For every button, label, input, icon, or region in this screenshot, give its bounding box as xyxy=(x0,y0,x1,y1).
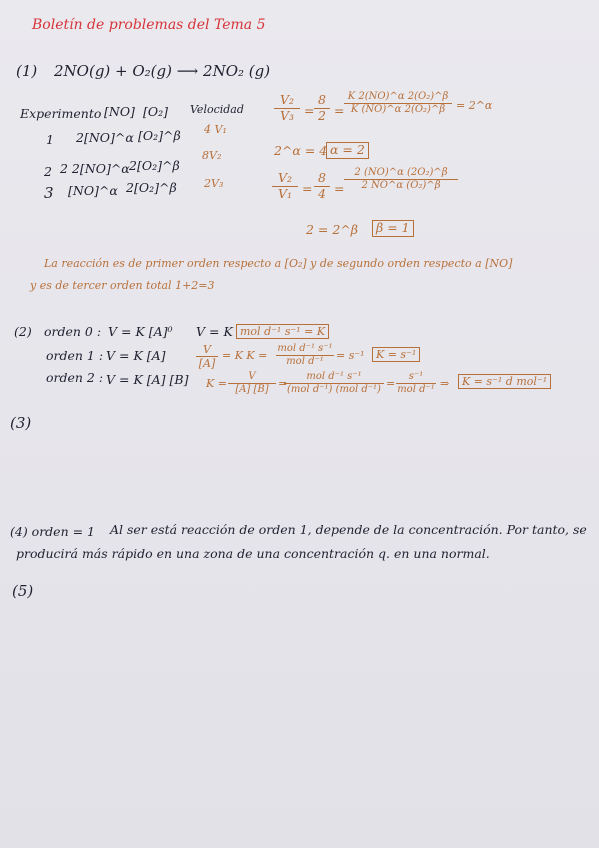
problem-1-number: (1) xyxy=(16,62,38,80)
calc-eq3-rhs: 2 (NO)^α (2O₂)^β 2 NO^α (O₂)^β xyxy=(344,168,458,191)
calc-eq3-mid: 8 4 xyxy=(314,172,330,200)
table-row-3-n: 3 xyxy=(44,184,54,202)
order-2-units-box: K = s⁻¹ d mol⁻¹ xyxy=(458,374,551,389)
page-title: Boletín de problemas del Tema 5 xyxy=(32,17,266,33)
order-2-k: K = xyxy=(206,377,227,390)
problem-3-number: (3) xyxy=(10,414,32,432)
notebook-page: Boletín de problemas del Tema 5 (1) 2NO(g) + O₂(g) ⟶ 2NO₂ (g) Experimento [NO] [O₂] Velocidad 1 2[NO]^α [O₂]^β 4 V₁ 2 2 2[NO]^α 2[O₂]^β 8V₂ 3 [NO]^α 2[O₂]^β 2V₃ V₂ V₃ = 8 2 = K 2(NO)^α 2(O₂)^β K (NO)^α 2(O₂)^β = 2^α 2^α = 4 α = 2 V₂ V₁ = 8 4 = 2 (NO)^α (2O₂)^β 2 NO^α (O₂)^β 2 = 2^β β = 1 La reacción es de primer orden respecto a [O₂] y de segundo orden respecto a [NO] y es de tercer orden total 1+2=3 (2) orden 0 : V = K [A]⁰ V = K mol d⁻¹ s⁻¹ = K orden 1 : V = K [A] V [A] = K K = mol d⁻¹ s⁻¹ mol d⁻¹ = s⁻¹ K = s⁻¹ orden 2 : V = K [A] [B] K = V [A] [B] = mol d⁻¹ s⁻¹ (mol d⁻¹) (mol d⁻¹) = s⁻¹ mol d⁻¹ ⇒ K = s⁻¹ d mol⁻¹ (3) (4) orden = 1 Al ser está reacción de orden 1, depende de la concentración. Por tanto, se producirá más rápido en una zona de una concentración q. en una normal. (5) xyxy=(0,0,599,848)
table-row-2-n: 2 xyxy=(44,164,52,179)
table-row-2-o2: 2[O₂]^β xyxy=(129,158,180,173)
order-0-equation-2: V = K xyxy=(196,324,233,339)
conclusion-line-2: y es de tercer orden total 1+2=3 xyxy=(30,279,215,292)
beta-result: β = 1 xyxy=(372,220,414,237)
table-row-3-o2: 2[O₂]^β xyxy=(126,180,177,195)
calc-eq3-lhs: V₂ V₁ xyxy=(272,172,298,200)
order-0-equation: V = K [A]⁰ xyxy=(108,324,173,339)
calc-eq1-rhs: K 2(NO)^α 2(O₂)^β K (NO)^α 2(O₂)^β xyxy=(344,92,452,115)
calc-eq1-result: = 2^α xyxy=(456,99,493,112)
order-1-equation-2: = K K = xyxy=(222,349,268,362)
order-0-label: orden 0 : xyxy=(44,324,102,339)
problem-4-line-2: producirá más rápido en una zona de una concentración q. en una normal. xyxy=(16,546,490,561)
calc-eq4: 2 = 2^β xyxy=(306,222,359,237)
order-2-simplified: s⁻¹ mol d⁻¹ xyxy=(397,371,435,395)
table-row-2-no: 2 2[NO]^α xyxy=(60,161,130,176)
order-2-units: mol d⁻¹ s⁻¹ (mol d⁻¹) (mol d⁻¹) xyxy=(284,372,384,395)
order-0-units-box: mol d⁻¹ s⁻¹ = K xyxy=(236,324,329,339)
problem-2-number: (2) xyxy=(14,324,32,339)
order-2-equation: V = K [A] [B] xyxy=(106,372,189,387)
problem-5-number: (5) xyxy=(12,582,34,600)
order-1-equation-3: = s⁻¹ xyxy=(336,349,365,362)
calc-eq1-lhs: V₂ V₃ xyxy=(274,94,300,122)
problem-4-number: (4) orden = 1 xyxy=(10,524,96,539)
table-row-1-v: 4 V₁ xyxy=(204,123,227,136)
table-header-experiment: Experimento xyxy=(20,106,102,121)
order-2-fraction: V [A] [B] xyxy=(228,372,276,395)
conclusion-line-1: La reacción es de primer orden respecto a [O₂] y de segundo orden respecto a [NO] xyxy=(44,257,513,270)
order-1-units: mol d⁻¹ s⁻¹ mol d⁻¹ xyxy=(277,343,333,367)
table-row-1-n: 1 xyxy=(46,132,54,147)
problem-4-line-1: Al ser está reacción de orden 1, depende de la concentración. Por tanto, se xyxy=(110,522,587,537)
calc-eq1-mid: 8 2 xyxy=(314,94,330,122)
order-1-equation: V = K [A] xyxy=(106,348,166,363)
table-header-no: [NO] xyxy=(104,104,135,119)
table-row-1-no: 2[NO]^α xyxy=(76,130,134,145)
alpha-result: α = 2 xyxy=(326,142,369,159)
table-row-3-no: [NO]^α xyxy=(68,183,118,198)
order-1-fraction: V [A] xyxy=(196,344,218,369)
table-row-3-v: 2V₃ xyxy=(204,177,224,190)
table-row-2-v: 8V₂ xyxy=(202,149,222,162)
order-1-label: orden 1 : xyxy=(46,348,104,363)
table-row-1-o2: [O₂]^β xyxy=(138,128,181,143)
table-header-o2: [O₂] xyxy=(143,104,169,119)
order-2-label: orden 2 : xyxy=(46,370,104,385)
calc-eq2: 2^α = 4 xyxy=(274,143,328,158)
order-1-units-box: K = s⁻¹ xyxy=(372,347,420,362)
reaction-equation: 2NO(g) + O₂(g) ⟶ 2NO₂ (g) xyxy=(54,62,271,80)
table-header-velocity: Velocidad xyxy=(190,103,244,116)
